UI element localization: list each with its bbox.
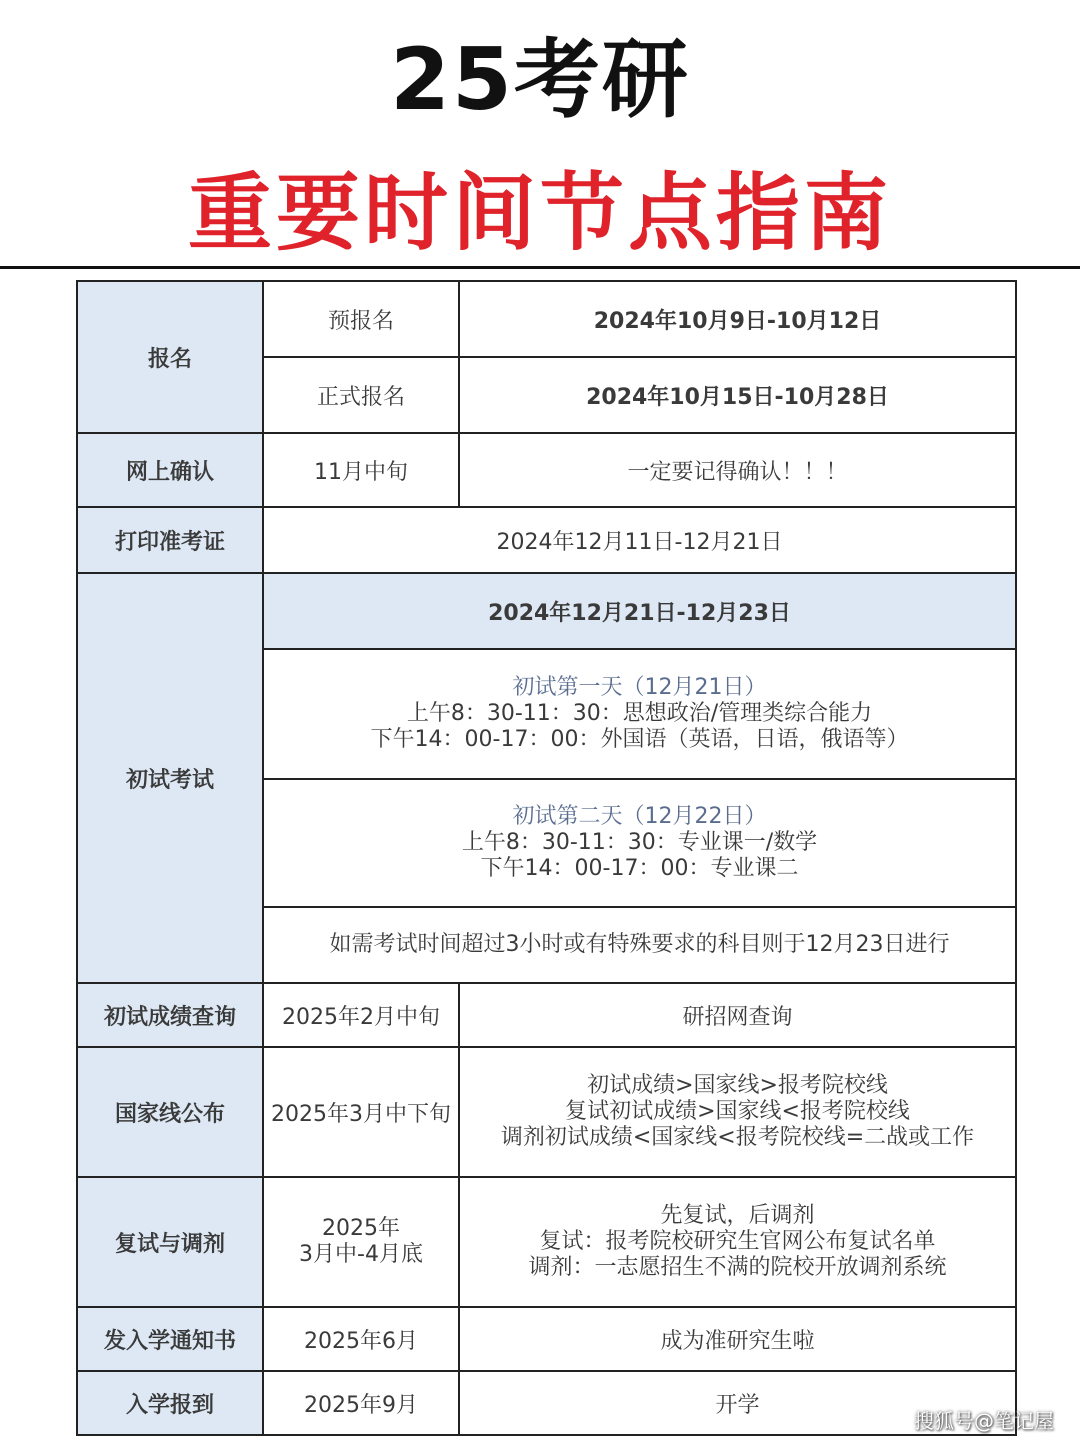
- table-row: [77, 983, 1016, 1047]
- retest-notes: [459, 1177, 1016, 1307]
- score-query-date: 2025年2月中旬: [263, 983, 459, 1047]
- national-line-note: 调剂初试成绩<国家线<报考院校线=二战或工作: [500, 1125, 975, 1150]
- enrollment-date: 2025年9月: [263, 1371, 459, 1435]
- exam-date: 2024年12月21日-12月23日: [263, 573, 1016, 649]
- category-national-line: 国家线公布: [77, 1047, 263, 1177]
- table-row: [77, 281, 1016, 357]
- exam-day1-pm: 下午14：00-17：00：外国语（英语，日语，俄语等）: [370, 727, 909, 752]
- national-line-note: 复试初试成绩>国家线<报考院校线: [565, 1099, 910, 1124]
- pre-registration-label: 预报名: [263, 281, 459, 357]
- score-query-note: 研招网查询: [459, 983, 1016, 1047]
- category-admission-notice: 发入学通知书: [77, 1307, 263, 1371]
- page-title: 25考研: [390, 30, 690, 130]
- formal-registration-label: 正式报名: [263, 357, 459, 433]
- category-registration: 报名: [77, 281, 263, 433]
- page-subtitle: 重要时间节点指南: [187, 164, 892, 262]
- table-row: [77, 507, 1016, 573]
- online-confirm-note: 一定要记得确认！！！: [459, 433, 1016, 507]
- exam-day1-title: 初试第一天（12月21日）: [512, 675, 767, 700]
- retest-note: 先复试，后调剂: [660, 1203, 815, 1228]
- category-online-confirm: 网上确认: [77, 433, 263, 507]
- table-row: [77, 1307, 1016, 1371]
- watermark: 搜狐号@笔记屋: [914, 1409, 1054, 1433]
- pre-registration-date: 2024年10月9日-10月12日: [459, 281, 1016, 357]
- table-row: [77, 1047, 1016, 1177]
- retest-date: [263, 1177, 459, 1307]
- print-admission-date: 2024年12月11日-12月21日: [263, 507, 1016, 573]
- exam-day2-am: 上午8：30-11：30：专业课一/数学: [461, 830, 818, 855]
- table-row: [77, 433, 1016, 507]
- retest-date-range: 3月中-4月底: [299, 1242, 423, 1267]
- table-row: [77, 1177, 1016, 1307]
- category-retest: 复试与调剂: [77, 1177, 263, 1307]
- category-enrollment: 入学报到: [77, 1371, 263, 1435]
- exam-day1: [263, 649, 1016, 779]
- national-line-notes: [459, 1047, 1016, 1177]
- exam-extra-text: 如需考试时间超过3小时或有特殊要求的科目则于12月23日进行: [329, 932, 950, 957]
- table-row: [77, 1371, 1016, 1435]
- table-row: [77, 573, 1016, 649]
- category-score-query: 初试成绩查询: [77, 983, 263, 1047]
- online-confirm-date: 11月中旬: [263, 433, 459, 507]
- schedule-table: [76, 280, 1017, 1436]
- enrollment-note: 开学: [459, 1371, 1016, 1435]
- retest-note: 复试：报考院校研究生官网公布复试名单: [539, 1229, 936, 1254]
- exam-day1-am: 上午8：30-11：30：思想政治/管理类综合能力: [406, 701, 873, 726]
- category-print-admission: 打印准考证: [77, 507, 263, 573]
- national-line-date: 2025年3月中下旬: [263, 1047, 459, 1177]
- exam-day2-pm: 下午14：00-17：00：专业课二: [480, 856, 799, 881]
- formal-registration-date: 2024年10月15日-10月28日: [459, 357, 1016, 433]
- admission-notice-date: 2025年6月: [263, 1307, 459, 1371]
- retest-date-year: 2025年: [322, 1216, 400, 1241]
- divider: [0, 266, 1080, 269]
- exam-day2-title: 初试第二天（12月22日）: [512, 804, 767, 829]
- admission-notice-note: 成为准研究生啦: [459, 1307, 1016, 1371]
- retest-note: 调剂：一志愿招生不满的院校开放调剂系统: [528, 1255, 947, 1280]
- national-line-note: 初试成绩>国家线>报考院校线: [587, 1073, 888, 1098]
- category-exam: 初试考试: [77, 573, 263, 983]
- exam-extra-note: [263, 907, 1016, 983]
- exam-day2: [263, 779, 1016, 907]
